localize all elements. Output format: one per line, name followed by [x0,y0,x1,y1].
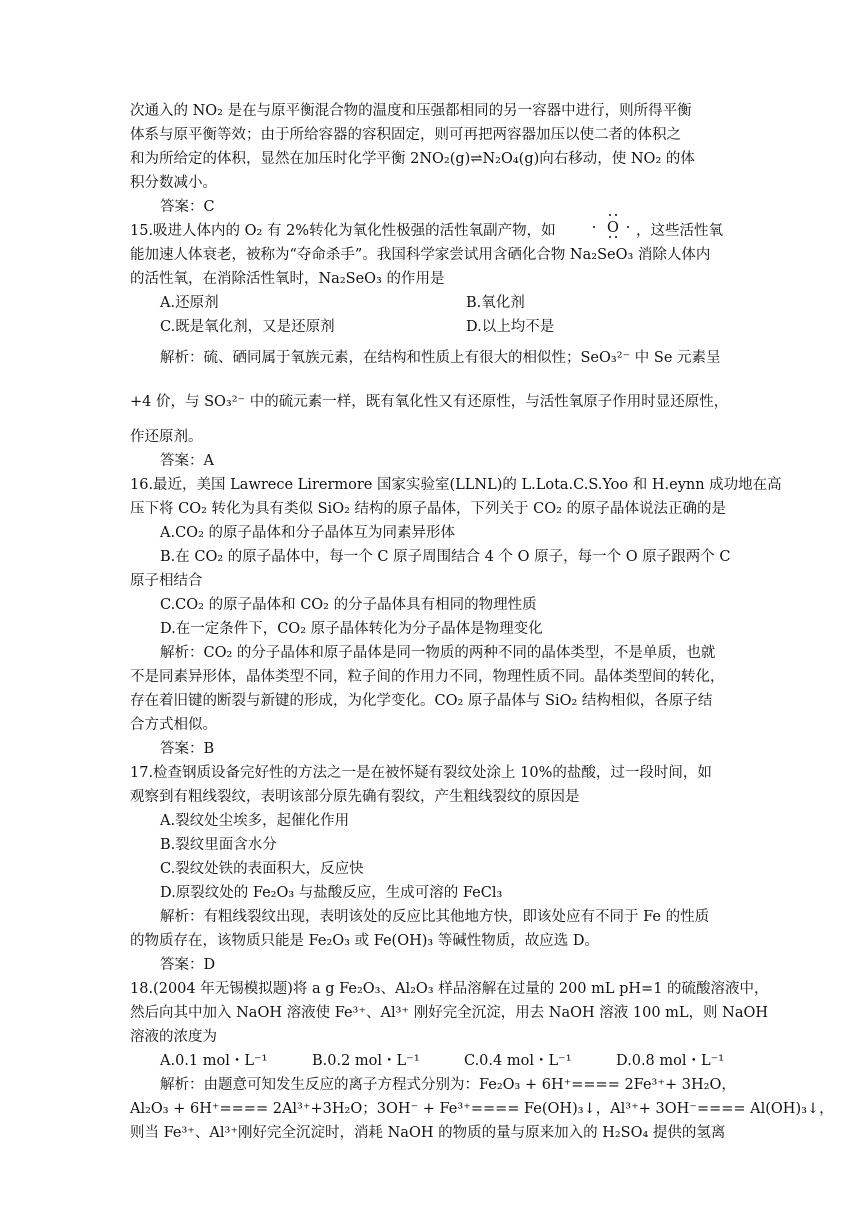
text-line: 积分数减小。 [130,175,217,191]
option-a: A.还原剂 [160,295,219,311]
text-line: +4 价，与 SO₃²⁻ 中的硫元素一样，既有氧化性又有还原性，与活性氧原子作用时显还原性， [130,394,729,410]
text-line: 体系与原平衡等效；由于所给容器的容积固定，则可再把两容器加压以使二者的体积之 [130,127,681,143]
text-line: 的活性氧，在消除活性氧时，Na₂SeO₃ 的作用是 [130,271,445,287]
option-c: C.CO₂ 的原子晶体和 CO₂ 的分子晶体具有相同的物理性质 [160,597,537,613]
text-line: 观察到有粗线裂纹，表明该部分原先确有裂纹，产生粗线裂纹的原因是 [130,789,580,805]
analysis-line: 解析：硫、硒同属于氧族元素，在结构和性质上有很大的相似性；SeO₃²⁻ 中 Se 元素呈 [160,350,721,366]
question-15-line: 15.吸进人体内的 O₂ 有 2%转化为氧化性极强的活性氧副产物，如 [130,223,556,239]
option-c: C.裂纹处铁的表面积大，反应快 [160,861,364,877]
text-line: 然后向其中加入 NaOH 溶液使 Fe³⁺、Al³⁺ 刚好完全沉淀，用去 NaOH 溶液 100 mL，则 NaOH [130,1005,769,1021]
text-line: 合方式相似。 [130,717,217,733]
text-line: 溶液的浓度为 [130,1029,217,1045]
option-c: C.0.4 mol・L⁻¹ [464,1053,572,1069]
analysis-line: 解析：CO₂ 的分子晶体和原子晶体是同一物质的两种不同的晶体类型，不是单质，也就 [160,645,716,661]
answer-line: 答案：C [160,199,215,215]
text-line: 压下将 CO₂ 转化为具有类似 SiO₂ 结构的原子晶体，下列关于 CO₂ 的原子晶体说法正确的是 [130,501,727,517]
option-c: C.既是氧化剂，又是还原剂 [160,319,335,335]
text-line: 则当 Fe³⁺、Al³⁺刚好完全沉淀时，消耗 NaOH 的物质的量与原来加入的 H₂SO₄ 提供的氢离 [130,1125,726,1141]
text-line: 的物质存在，该物质只能是 Fe₂O₃ 或 Fe(OH)₃ 等碱性物质，故应选 D。 [130,933,600,949]
text-line: 次通入的 NO₂ 是在与原平衡混合物的温度和压强都相同的另一容器中进行，则所得平衡 [130,103,692,119]
question-17-line: 17.检查钢质设备完好性的方法之一是在被怀疑有裂纹处涂上 10%的盐酸，过一段时间，如 [130,765,712,781]
answer-line: 答案：D [160,957,216,973]
answer-line: 答案：B [160,741,215,757]
option-b: B.在 CO₂ 的原子晶体中，每一个 C 原子周围结合 4 个 O 原子，每一个 O 原子跟两个 C [160,549,731,565]
option-a: A.CO₂ 的原子晶体和分子晶体互为同素异形体 [160,525,455,541]
option-d: D.原裂纹处的 Fe₂O₃ 与盐酸反应，生成可溶的 FeCl₃ [160,885,503,901]
option-a: A.0.1 mol・L⁻¹ [160,1053,268,1069]
answer-line: 答案：A [160,453,214,469]
option-d: D.以上均不是 [466,319,555,335]
option-b: B.裂纹里面含水分 [160,837,277,853]
text-line: 和为所给定的体积，显然在加压时化学平衡 2NO₂(g)⇌N₂O₄(g)向右移动，使 NO₂ 的体 [130,151,695,167]
text-line: 原子相结合 [130,573,203,589]
text-line: Al₂O₃ + 6H⁺==== 2Al³⁺+3H₂O；3OH⁻ + Fe³⁺==== Fe(OH)₃↓，Al³⁺+ 3OH⁻==== Al(OH)₃↓， [130,1101,834,1117]
oxygen-symbol: O [607,220,619,236]
option-a: A.裂纹处尘埃多，起催化作用 [160,813,350,829]
option-d: D.在一定条件下，CO₂ 原子晶体转化为分子晶体是物理变化 [160,621,543,637]
option-b: B.0.2 mol・L⁻¹ [312,1053,420,1069]
question-15-line-end: ，这些活性氧 [636,223,723,239]
option-d: D.0.8 mol・L⁻¹ [616,1053,725,1069]
text-line: 作还原剂。 [130,429,203,445]
question-18-line: 18.(2004 年无锡模拟题)将 a g Fe₂O₃、Al₂O₃ 样品溶解在过量的 200 mL pH=1 的硫酸溶液中， [130,981,769,997]
text-line: 不是同素异形体，晶体类型不同，粒子间的作用力不同，物理性质不同。晶体类型间的转化， [130,669,725,685]
question-16-line: 16.最近，美国 Lawrece Lirermore 国家实验室(LLNL)的 L.Lota.C.S.Yoo 和 H.eynn 成功地在高 [130,477,782,493]
text-line: 能加速人体衰老，被称为“夺命杀手”。我国科学家尝试用含硒化合物 Na₂SeO₃ 消除人体内 [130,247,711,263]
text-line: 存在着旧键的断裂与新键的形成，为化学变化。CO₂ 原子晶体与 SiO₂ 结构相似，各原子结 [130,693,713,709]
option-b: B.氧化剂 [466,295,525,311]
analysis-line: 解析：有粗线裂纹出现，表明该处的反应比其他地方快，即该处应有不同于 Fe 的性质 [160,909,710,925]
analysis-line: 解析：由题意可知发生反应的离子方程式分别为：Fe₂O₃ + 6H⁺==== 2Fe³⁺+ 3H₂O， [160,1077,736,1093]
